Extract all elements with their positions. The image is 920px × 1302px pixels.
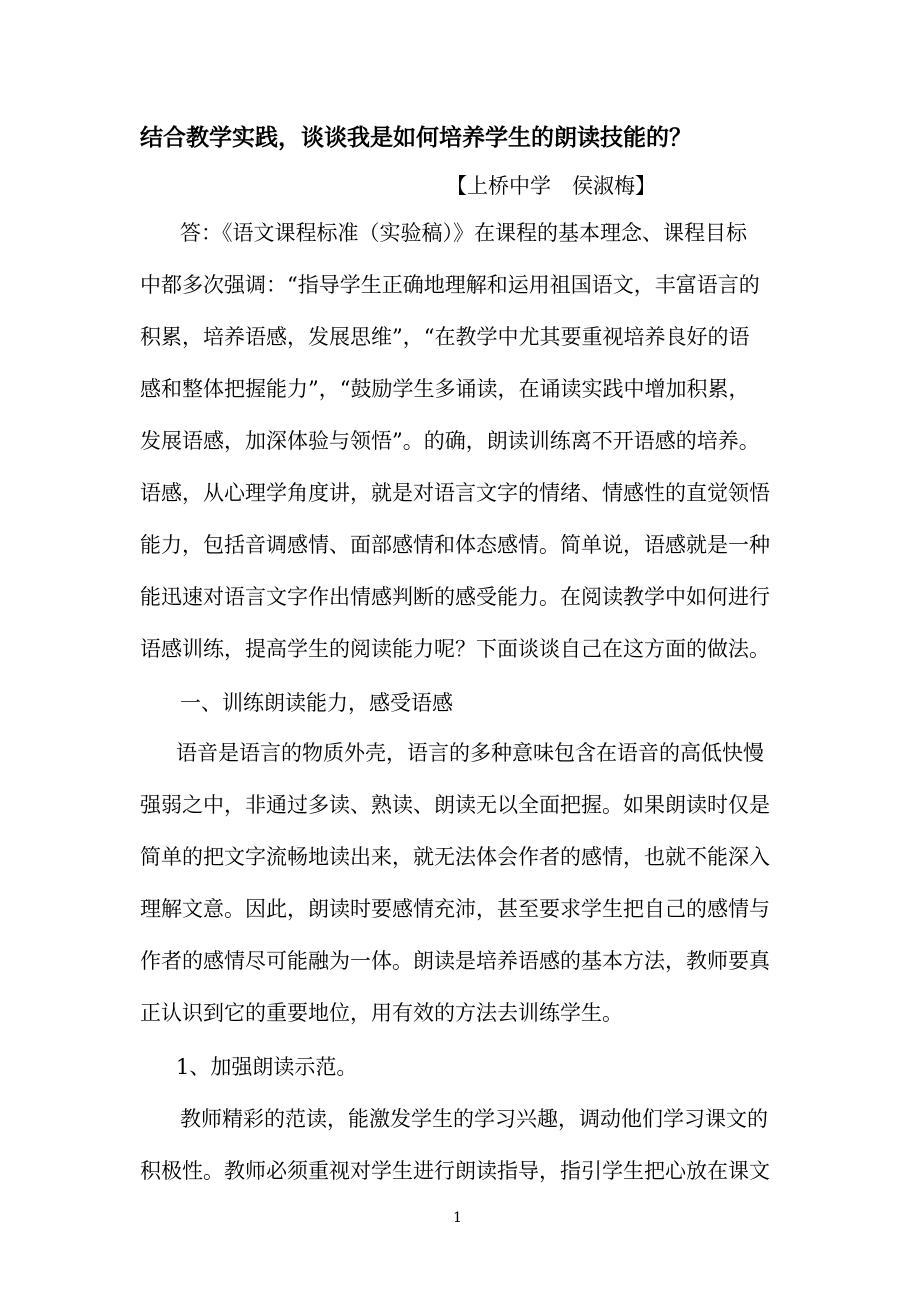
body-line: 积极性。教师必须重视对学生进行朗读指导，指引学生把心放在课文 <box>140 1159 770 1183</box>
body-line: 正认识到它的重要地位，用有效的方法去训练学生。 <box>140 1001 623 1025</box>
document-title: 结合教学实践，谈谈我是如何培养学生的朗读技能的？ <box>140 124 692 151</box>
body-line: 发展语感，加深体验与领悟”。的确，朗读训练离不开语感的培养。 <box>140 429 760 453</box>
body-line: 作者的感情尽可能融为一体。朗读是培养语感的基本方法，教师要真 <box>140 949 770 973</box>
body-line: 简单的把文字流畅地读出来，就无法体会作者的感情，也就不能深入 <box>140 845 770 869</box>
body-line: 语音是语言的物质外壳，语言的多种意味包含在语音的高低快慢 <box>176 741 764 765</box>
body-line: 教师精彩的范读，能激发学生的学习兴趣，调动他们学习课文的 <box>180 1107 768 1131</box>
body-line: 语感训练，提高学生的阅读能力呢？下面谈谈自己在这方面的做法。 <box>140 637 770 661</box>
page-number: 1 <box>453 1210 462 1226</box>
body-line: 感和整体把握能力”，“鼓励学生多诵读，在诵读实践中增加积累， <box>140 377 750 401</box>
body-line: 答：《语文课程标准（实验稿）》在课程的基本理念、课程目标 <box>180 221 747 245</box>
body-line: 能力，包括音调感情、面部感情和体态感情。简单说，语感就是一种 <box>140 533 770 557</box>
author-line: 【上桥中学 侯淑梅】 <box>446 174 656 198</box>
body-line: 语感，从心理学角度讲，就是对语言文字的情绪、情感性的直觉领悟 <box>140 481 770 505</box>
body-line: 理解文意。因此，朗读时要感情充沛，甚至要求学生把自己的感情与 <box>140 897 770 921</box>
body-line: 强弱之中，非通过多读、熟读、朗读无以全面把握。如果朗读时仅是 <box>140 793 770 817</box>
body-line: 中都多次强调：“指导学生正确地理解和运用祖国语文，丰富语言的 <box>140 273 760 297</box>
body-line: 积累，培养语感，发展思维”，“在教学中尤其要重视培养良好的语 <box>140 325 750 349</box>
section-heading: 一、训练朗读能力，感受语感 <box>180 691 453 715</box>
subsection-heading: 1、加强朗读示范。 <box>176 1055 358 1079</box>
body-line: 能迅速对语言文字作出情感判断的感受能力。在阅读教学中如何进行 <box>140 585 770 609</box>
